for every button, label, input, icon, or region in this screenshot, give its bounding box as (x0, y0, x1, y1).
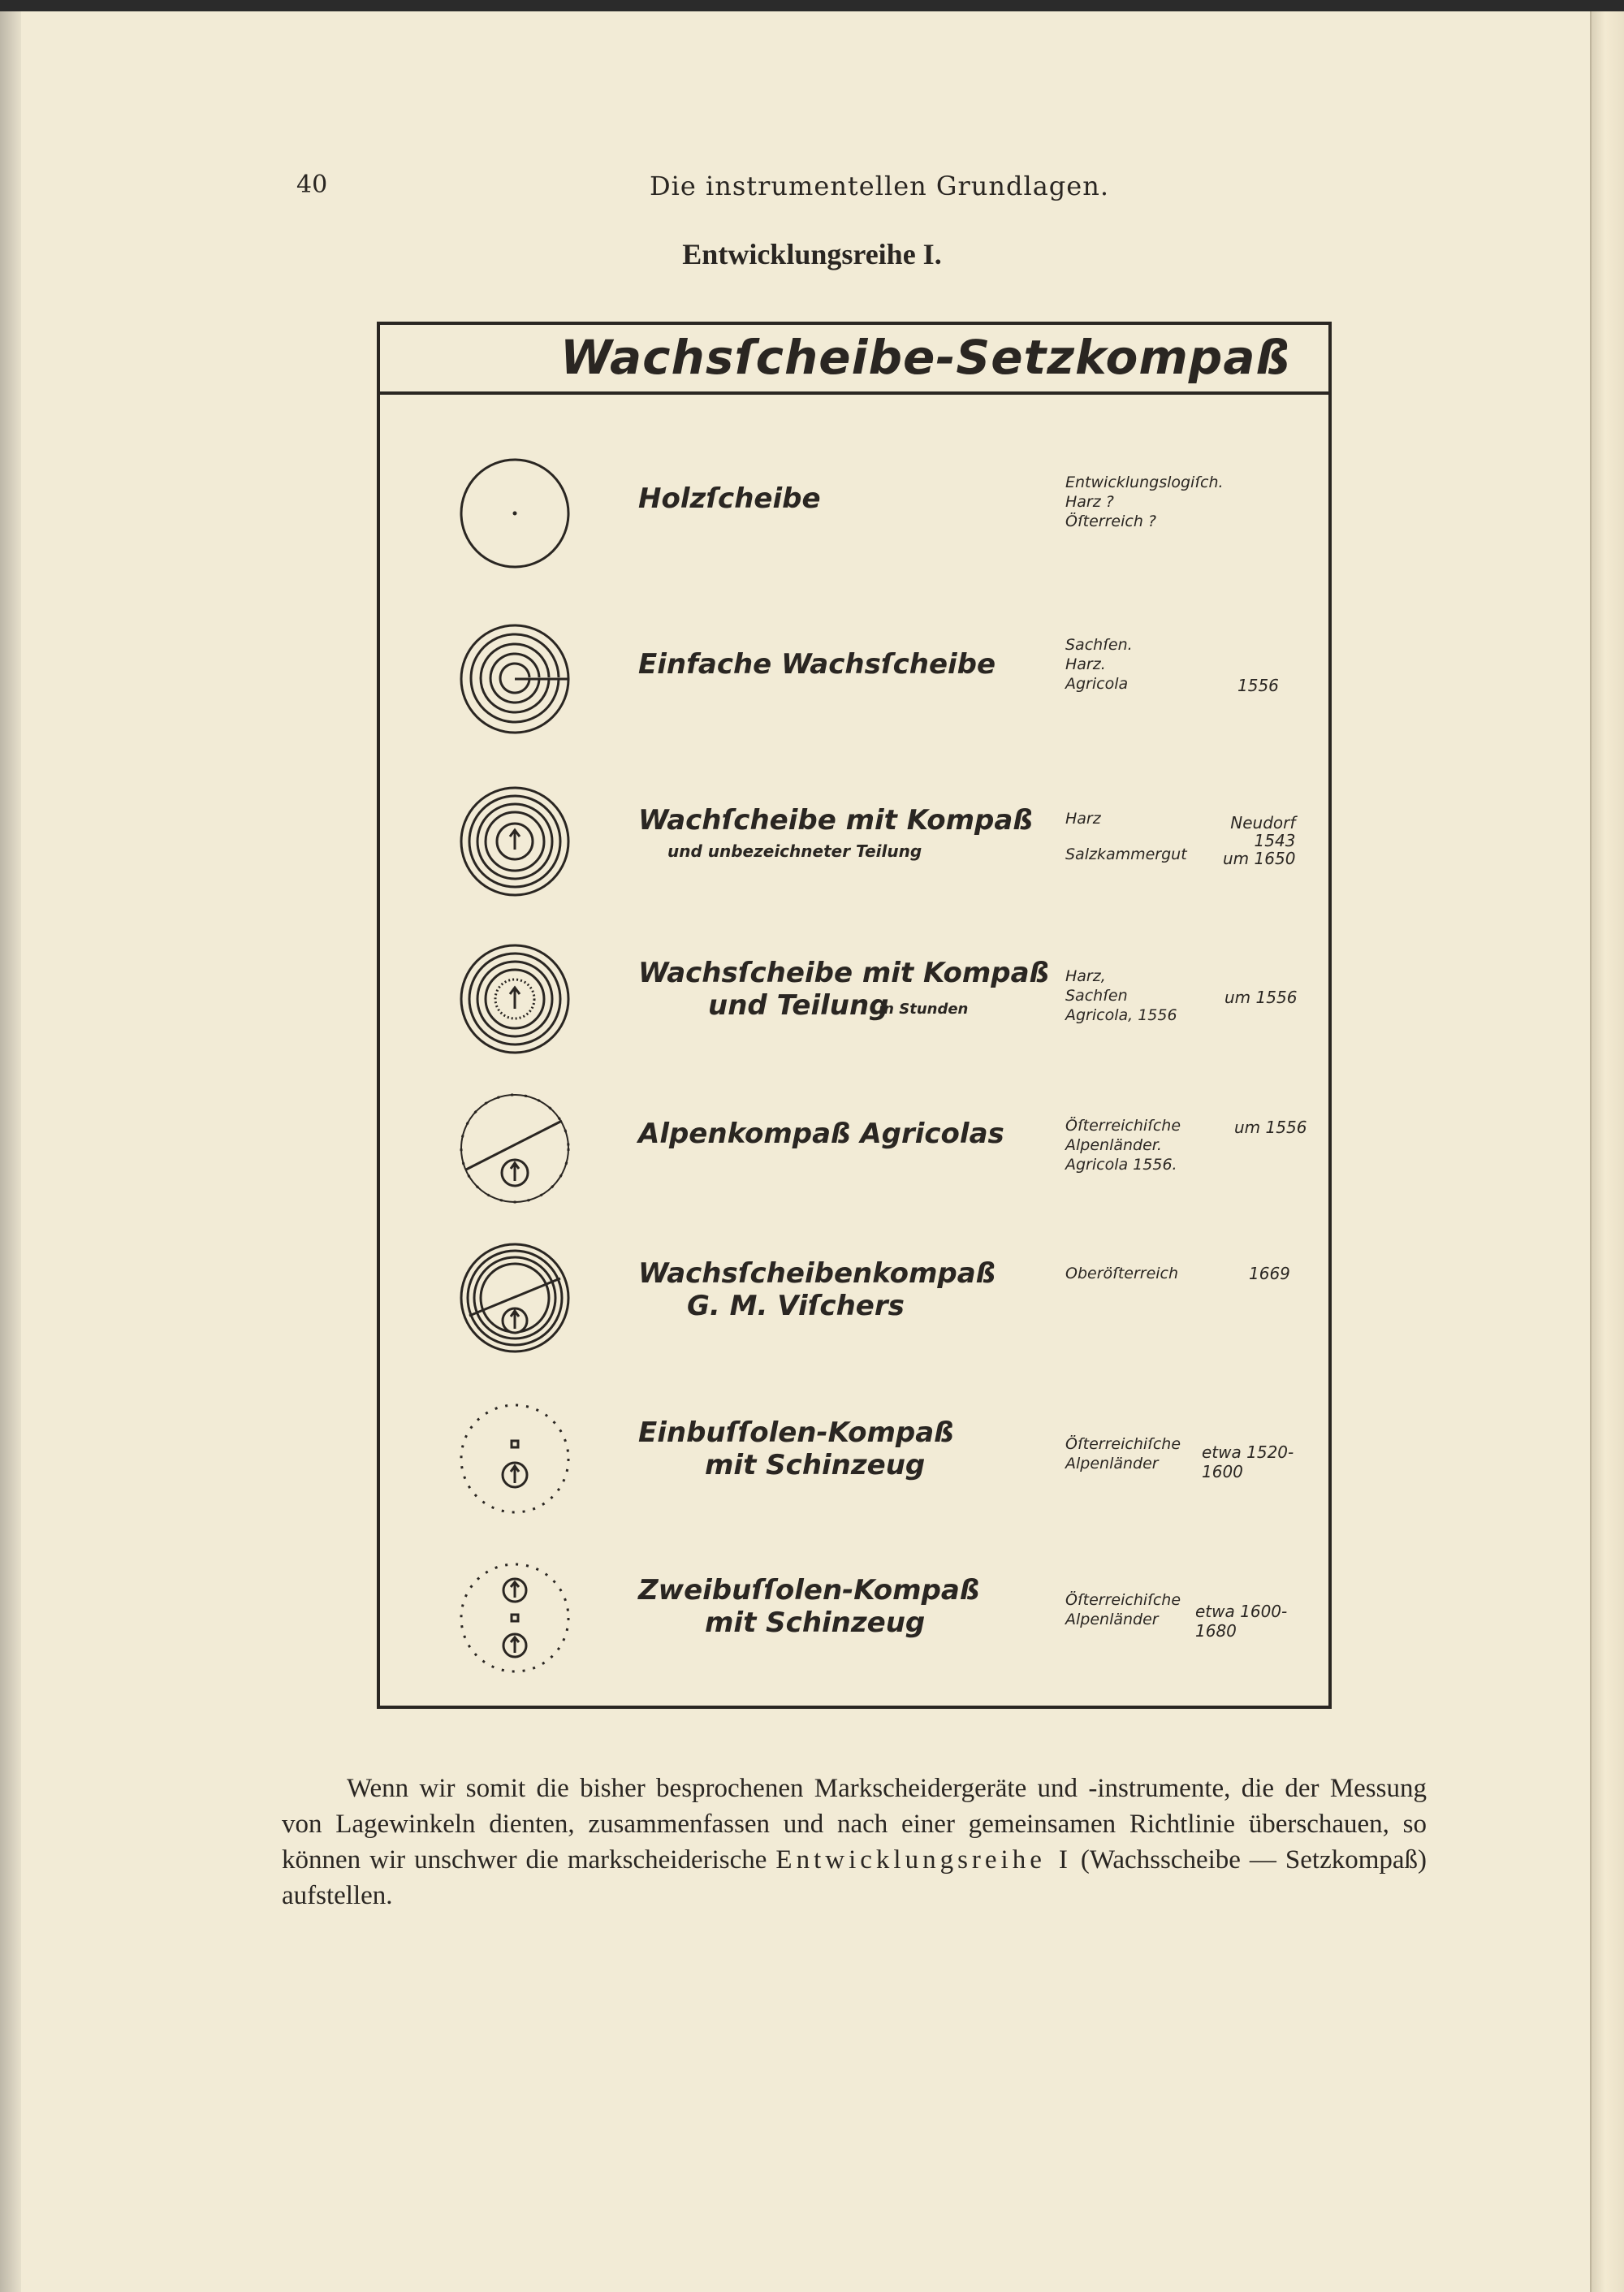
caption-spaced-term: Entwicklungsreihe I (775, 1845, 1072, 1875)
row-notes: Harz, Sachſen Agricola, 1556 (1065, 967, 1177, 1024)
row-dates: Neudorf 1543 um 1650 (1223, 813, 1296, 868)
row-date: 1669 (1249, 1264, 1290, 1283)
row-label: Wachſcheibe mit Kompaß (638, 804, 1033, 837)
row-notes: Öſterreichiſche Alpenländer (1065, 1591, 1181, 1628)
row-wachsscheibe-kompass (380, 768, 1328, 915)
row-notes: Öſterreichiſche Alpenländer. Agricola 1556. (1065, 1117, 1181, 1174)
row-date: 1556 (1237, 676, 1279, 695)
row-label: Einbuſſolen-Kompaß (638, 1416, 954, 1449)
wax-disc-compass-vischer-icon (458, 1241, 572, 1355)
row-label-line2: und Teilung (708, 989, 889, 1022)
row-date: etwa 1520-1600 (1202, 1442, 1294, 1481)
row-notes: Sachſen. Harz. Agricola (1065, 636, 1133, 693)
scan-right-page-edge (1590, 11, 1624, 2292)
row-label: Zweibuſſolen-Kompaß (638, 1574, 980, 1607)
row-einfache-wachsscheibe (380, 606, 1328, 752)
row-notes: Öſterreichiſche Alpenländer (1065, 1435, 1181, 1473)
row-sublabel: und unbezeichneter Teilung (667, 841, 922, 861)
row-zweibussolen (380, 1545, 1328, 1691)
figure-frame (377, 322, 1332, 1709)
row-wachsscheibe-teilung (380, 926, 1328, 1072)
wooden-disc-icon (458, 456, 572, 570)
alpine-compass-icon (458, 1092, 572, 1205)
wax-disc-icon (458, 622, 572, 736)
wax-disc-compass-icon (458, 785, 572, 898)
caption-text: Wenn wir somit die bisher besprochenen Markscheidergeräte und -instrumente, die der Messung von Lagewinkeln dienten, zusammenfassen und nach einer gemeinsamen Richtlinie überschauen, so können wir unschwer die markscheiderische (282, 1774, 1427, 1875)
row-date: etwa 1600-1680 (1195, 1602, 1288, 1641)
row-notes: Harz Salzkammergut (1065, 810, 1187, 863)
figure-title: Entwicklungsreihe I. (682, 238, 942, 270)
scan-left-edge (0, 11, 21, 2292)
row-vischer (380, 1225, 1328, 1371)
banner-text: Wachsſcheibe-Setzkompaß (560, 330, 1291, 385)
scan-top-edge (0, 0, 1624, 11)
running-head: Die instrumentellen Grundlagen. (650, 171, 1109, 201)
page-number: 40 (296, 171, 328, 199)
row-date: um 1556 (1224, 988, 1298, 1007)
row-alpenkompass (380, 1075, 1328, 1222)
row-holzscheibe (380, 440, 1328, 586)
row-label-line2: G. M. Viſchers (687, 1290, 905, 1322)
row-sublabel: in Stunden (879, 1001, 969, 1018)
row-label: Wachsſcheibenkompaß (638, 1257, 996, 1290)
caption-paragraph (282, 1771, 1427, 1914)
row-label-line2: mit Schinzeug (705, 1449, 926, 1481)
row-label: Einfache Wachsſcheibe (638, 648, 996, 681)
double-compass-dial-icon (458, 1561, 572, 1675)
row-notes: Oberöſterreich (1065, 1265, 1179, 1282)
row-label-line2: mit Schinzeug (705, 1607, 926, 1639)
caption-text-end: (Wachsscheibe — Setzkompaß) aufstellen. (282, 1845, 1427, 1910)
row-notes: Entwicklungslogiſch. Harz ? Öſterreich ? (1065, 474, 1224, 530)
row-label: Wachsſcheibe mit Kompaß (638, 957, 1050, 989)
row-label: Alpenkompaß Agricolas (638, 1118, 1004, 1150)
row-label: Holzſcheibe (638, 482, 821, 515)
wax-disc-graduated-compass-icon (458, 942, 572, 1056)
row-date: um 1556 (1234, 1118, 1307, 1137)
single-compass-dial-icon (458, 1402, 572, 1516)
figure-banner (380, 325, 1328, 395)
row-einbussolen (380, 1386, 1328, 1532)
